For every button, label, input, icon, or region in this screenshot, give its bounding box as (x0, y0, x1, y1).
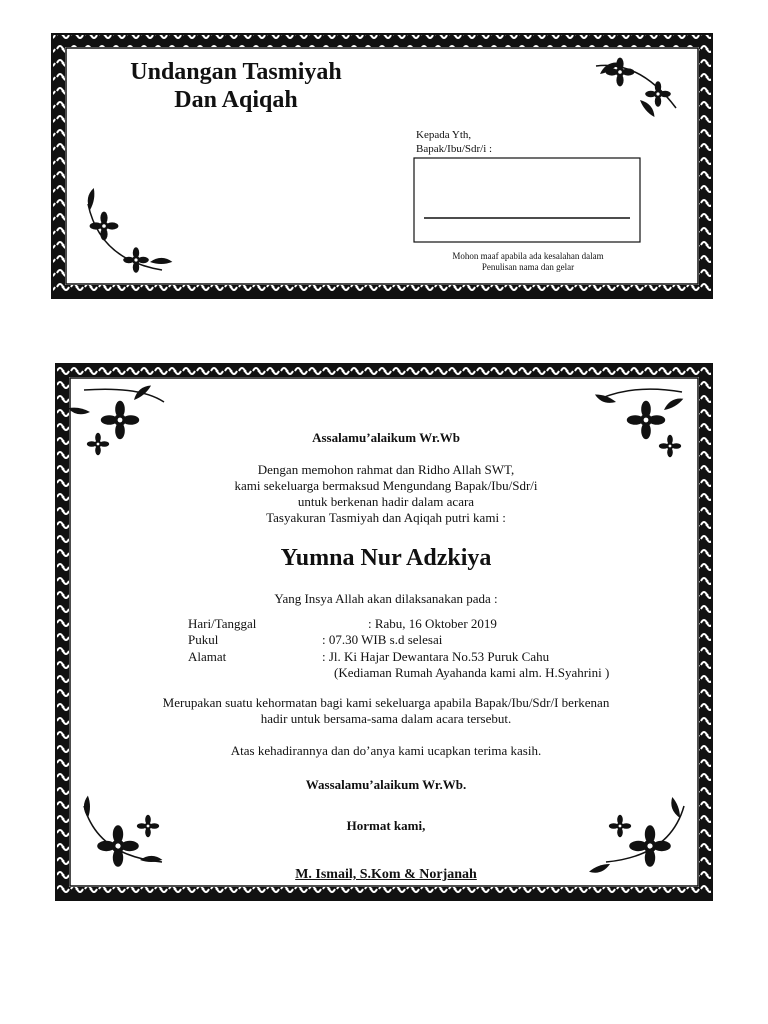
intro-line-4: Tasyakuran Tasmiyah dan Aqiqah putri kami : (266, 510, 506, 525)
envelope-ornament-bottom-left (84, 187, 173, 273)
envelope-title-line2: Dan Aqiqah (174, 87, 298, 113)
signature-wrap (60, 866, 712, 883)
envelope-title (96, 58, 376, 114)
recipient-line2: Bapak/Ibu/Sdr/i : (416, 143, 493, 155)
envelope-recipient-label (416, 128, 492, 156)
closing-line-2: hadir untuk bersama-sama dalam acara tersebut. (260, 711, 512, 726)
day-value: : Rabu, 16 Oktober 2019 (368, 616, 497, 631)
invitation-ornament-top-right (594, 389, 685, 457)
recipient-line1: Kepada Yth, (416, 129, 472, 141)
envelope-title-line1: Undangan Tasmiyah (130, 59, 342, 85)
child-name: Yumna Nur Adzkiya (280, 545, 492, 571)
time-value: : 07.30 WIB s.d selesai (322, 632, 443, 647)
time-label: Pukul (188, 632, 219, 647)
signature: M. Ismail, S.Kom & Norjanah (295, 867, 477, 882)
address-label: Alamat (188, 649, 227, 664)
day-label: Hari/Tanggal (188, 616, 257, 631)
note-line2: Penulisan nama dan gelar (481, 262, 575, 272)
greeting: Assalamu’alaikum Wr.Wb (312, 430, 460, 445)
intro-line-2: kami sekeluarga bermaksud Mengundang Bapak/Ibu/Sdr/i (234, 478, 538, 493)
thanks: Atas kehadirannya dan do’anya kami ucapkan terima kasih. (230, 743, 542, 758)
intro-line-3: untuk berkenan hadir dalam acara (297, 494, 475, 509)
farewell: Wassalamu’alaikum Wr.Wb. (305, 777, 467, 792)
address-box (414, 158, 640, 242)
schedule-intro: Yang Insya Allah akan dilaksanakan pada : (274, 591, 498, 606)
note-line1: Mohon maaf apabila ada kesalahan dalam (452, 251, 604, 261)
respect: Hormat kami, (346, 818, 426, 833)
address-note: (Kediaman Rumah Ayahanda kami alm. H.Syahrini ) (334, 665, 610, 680)
invitation-ornament-bottom-right (588, 796, 684, 874)
envelope-ornament-top-right (596, 58, 676, 120)
envelope-note (410, 251, 646, 273)
intro-line-1: Dengan memohon rahmat dan Ridho Allah SWT, (257, 462, 515, 477)
address-value: : Jl. Ki Hajar Dewantara No.53 Puruk Cahu (322, 649, 550, 664)
closing-line-1: Merupakan suatu kehormatan bagi kami sekeluarga apabila Bapak/Ibu/Sdr/I berkenan (162, 695, 610, 710)
